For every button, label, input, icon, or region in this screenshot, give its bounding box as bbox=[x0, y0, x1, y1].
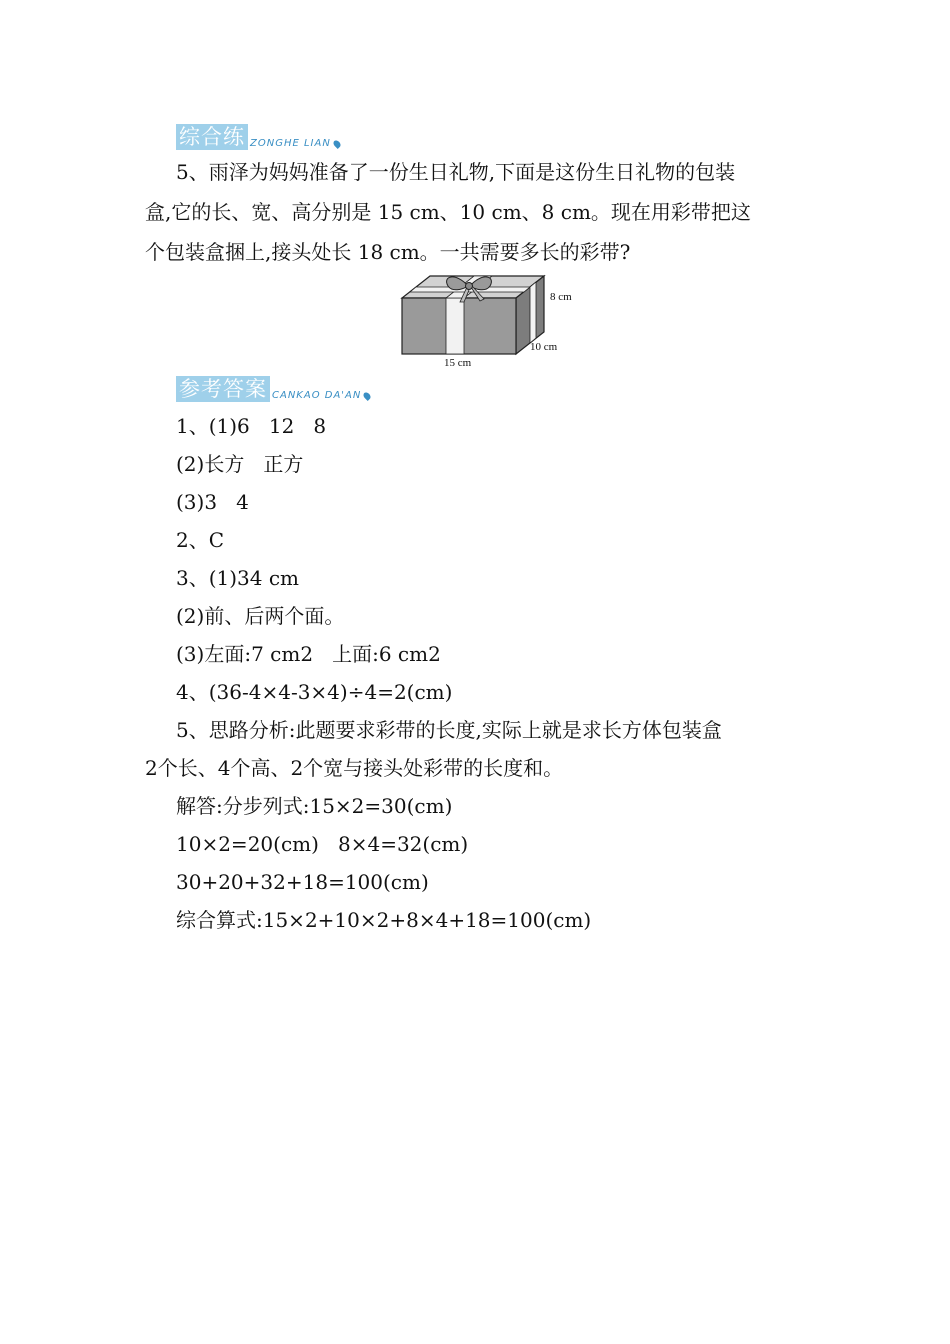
drop-icon bbox=[332, 139, 342, 149]
drop-icon bbox=[362, 391, 372, 401]
problem-line: 5、雨泽为妈妈准备了一份生日礼物,下面是这份生日礼物的包装 bbox=[176, 160, 736, 184]
answer-line: 2个长、4个高、2个宽与接头处彩带的长度和。 bbox=[145, 756, 564, 780]
answer-line: 30+20+32+18=100(cm) bbox=[176, 870, 429, 894]
answer-section-header bbox=[176, 376, 370, 402]
answer-line: (2)长方 正方 bbox=[176, 452, 304, 476]
answer-section-title: 参考答案 bbox=[176, 376, 270, 402]
answer-line: (3)左面:7 cm2 上面:6 cm2 bbox=[176, 642, 441, 666]
answer-line: 3、(1)34 cm bbox=[176, 566, 300, 590]
answer-line: (3)3 4 bbox=[176, 490, 249, 514]
practice-section-header bbox=[176, 124, 340, 150]
answer-line: 解答:分步列式:15×2=30(cm) bbox=[176, 794, 453, 818]
answer-line: 5、思路分析:此题要求彩带的长度,实际上就是求长方体包装盒 bbox=[176, 718, 722, 742]
ribbon-front-vertical bbox=[446, 298, 464, 354]
ribbon-side bbox=[530, 282, 536, 343]
answer-line: 2、C bbox=[176, 528, 225, 552]
problem-line: 盒,它的长、宽、高分别是 15 cm、10 cm、8 cm。现在用彩带把这 bbox=[145, 200, 751, 224]
answer-line: 4、(36-4×4-3×4)÷4=2(cm) bbox=[176, 680, 453, 704]
gift-box-figure bbox=[398, 270, 588, 370]
height-label: 8 cm bbox=[550, 291, 572, 303]
practice-section-pinyin: ZONGHE LIAN bbox=[250, 138, 331, 149]
answer-line: 1、(1)6 12 8 bbox=[176, 414, 327, 438]
answer-line: 10×2=20(cm) 8×4=32(cm) bbox=[176, 832, 469, 856]
problem-line: 个包装盒捆上,接头处长 18 cm。一共需要多长的彩带? bbox=[145, 240, 631, 264]
length-label: 15 cm bbox=[444, 357, 472, 369]
answer-line: 综合算式:15×2+10×2+8×4+18=100(cm) bbox=[176, 908, 592, 932]
practice-section-title: 综合练 bbox=[176, 124, 248, 150]
width-label: 10 cm bbox=[530, 341, 558, 353]
answer-line: (2)前、后两个面。 bbox=[176, 604, 345, 628]
answer-section-pinyin: CANKAO DA'AN bbox=[272, 390, 362, 401]
